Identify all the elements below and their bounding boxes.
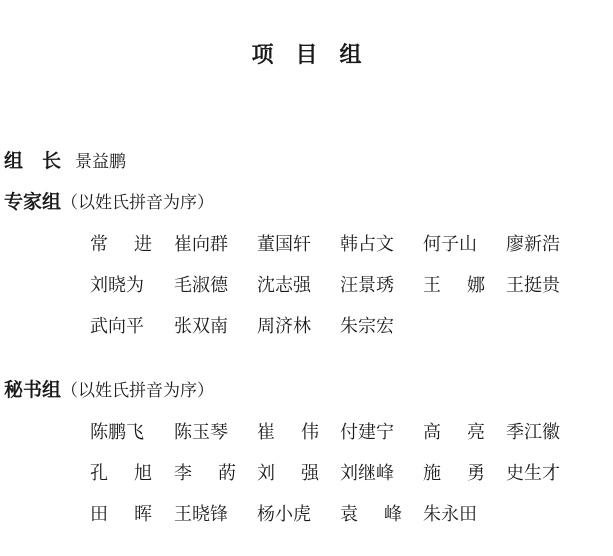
member-name: 高 亮 bbox=[423, 422, 485, 443]
member-name: 付建宁 bbox=[340, 422, 394, 443]
experts-note: （以姓氏拼音为序） bbox=[61, 193, 215, 213]
member-name: 董国轩 bbox=[257, 234, 311, 255]
member-name: 张双南 bbox=[174, 316, 228, 337]
member-name: 杨小虎 bbox=[257, 504, 311, 525]
member-name: 廖新浩 bbox=[506, 234, 560, 255]
member-name: 王挺贵 bbox=[506, 275, 560, 296]
secretariat-label: 秘书组 bbox=[4, 379, 62, 401]
member-name: 汪景琇 bbox=[340, 275, 394, 296]
member-name: 常 进 bbox=[90, 234, 152, 255]
member-name: 刘晓为 bbox=[90, 275, 144, 296]
page-title-char: 目 bbox=[295, 42, 318, 68]
member-name: 崔向群 bbox=[174, 234, 228, 255]
member-name: 王 娜 bbox=[423, 275, 485, 296]
member-name: 季江徽 bbox=[506, 422, 560, 443]
member-name: 史生才 bbox=[506, 463, 560, 484]
member-name: 韩占文 bbox=[340, 234, 394, 255]
experts-label: 专家组 bbox=[4, 191, 62, 213]
member-name: 武向平 bbox=[90, 316, 144, 337]
leader-line bbox=[4, 148, 126, 175]
member-name: 田 晖 bbox=[90, 504, 152, 525]
member-name: 陈鹏飞 bbox=[90, 422, 144, 443]
secretariat-note: （以姓氏拼音为序） bbox=[61, 381, 215, 401]
member-name: 崔 伟 bbox=[257, 422, 319, 443]
member-name: 孔 旭 bbox=[90, 463, 152, 484]
member-name: 毛淑德 bbox=[174, 275, 228, 296]
member-name: 袁 峰 bbox=[340, 504, 402, 525]
page-title-char: 组 bbox=[339, 42, 362, 68]
secretariat-heading bbox=[4, 377, 214, 404]
member-name: 陈玉琴 bbox=[174, 422, 228, 443]
member-name: 刘继峰 bbox=[340, 463, 394, 484]
experts-heading bbox=[4, 189, 214, 216]
page-title-char: 项 bbox=[251, 42, 274, 68]
member-name: 王晓锋 bbox=[174, 504, 228, 525]
leader-name: 景益鹏 bbox=[75, 152, 127, 172]
member-name: 朱永田 bbox=[423, 504, 477, 525]
member-name: 李 菂 bbox=[174, 463, 236, 484]
leader-label: 组 长 bbox=[4, 150, 62, 172]
member-name: 朱宗宏 bbox=[340, 316, 394, 337]
member-name: 何子山 bbox=[423, 234, 477, 255]
member-name: 周济林 bbox=[257, 316, 311, 337]
member-name: 刘 强 bbox=[257, 463, 319, 484]
member-name: 沈志强 bbox=[257, 275, 311, 296]
member-name: 施 勇 bbox=[423, 463, 485, 484]
page-title bbox=[0, 38, 613, 69]
